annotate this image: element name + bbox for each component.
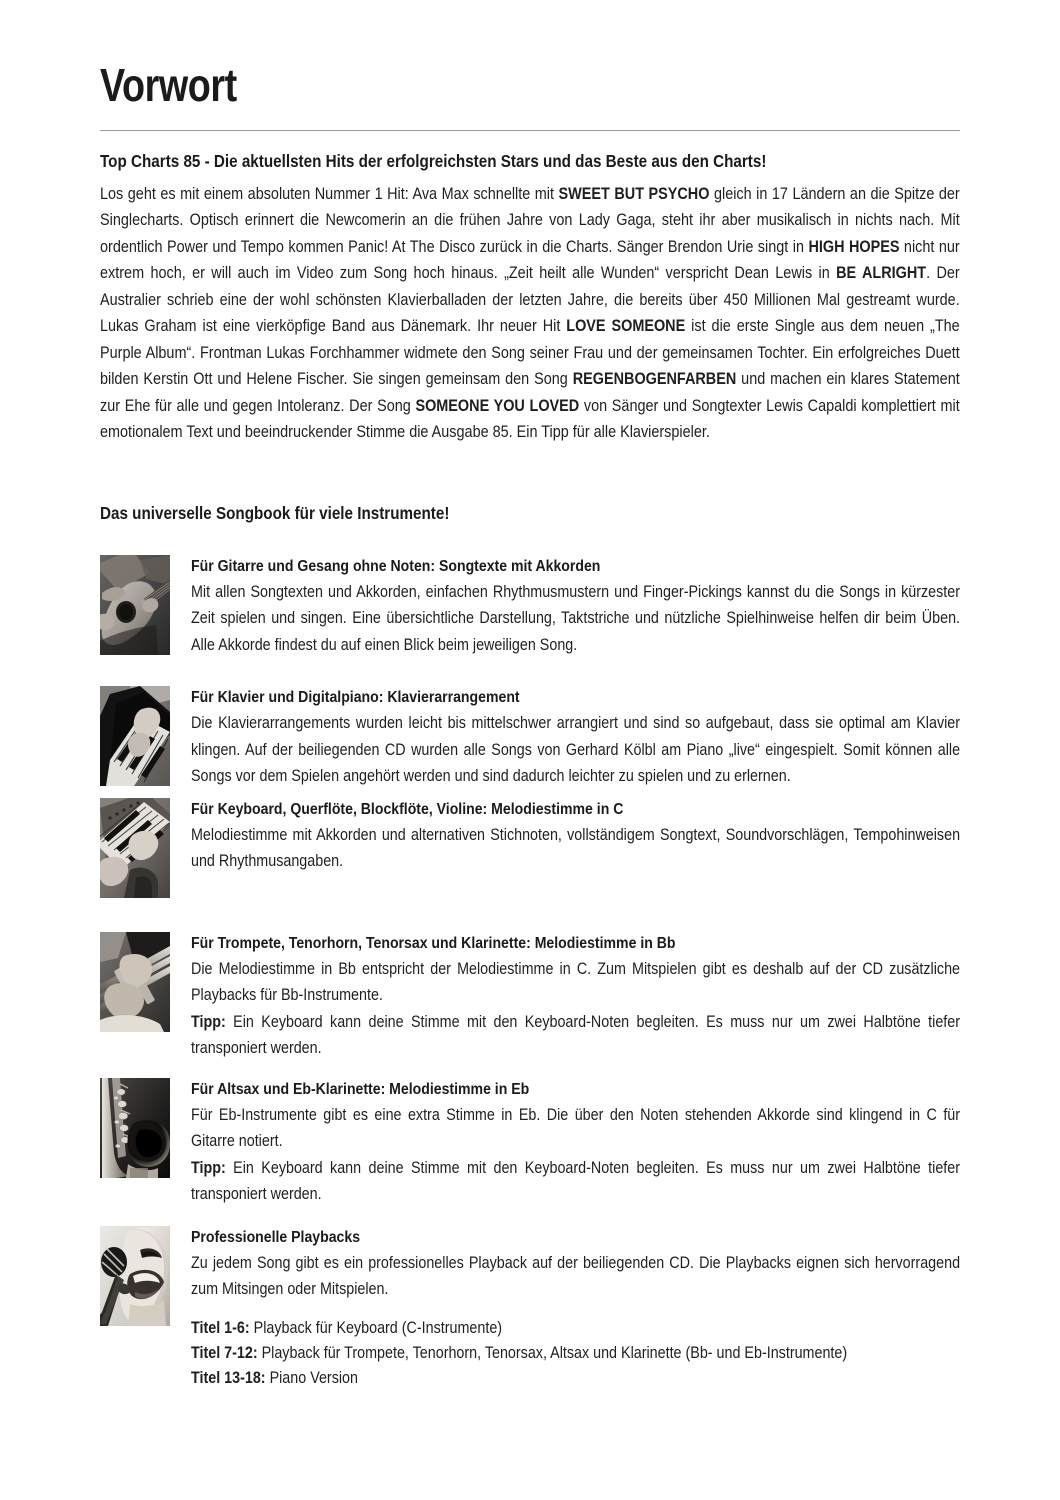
instrument-block-body <box>191 1226 960 1391</box>
block-tip: Tipp: Ein Keyboard kann deine Stimme mit den Keyboard-Noten begleiten. Es muss nur um zwei Halbtöne tiefer transponiert werden. <box>191 1158 961 1204</box>
intro-heading: Top Charts 85 - Die aktuellsten Hits der erfolgreichsten Stars und das Beste aus den Charts! <box>100 151 767 171</box>
instrument-block-body <box>191 798 960 875</box>
page-title: Vorwort <box>100 59 237 111</box>
trumpet-photo <box>100 932 170 1032</box>
grand-piano-photo <box>100 686 170 786</box>
instrument-block-trumpet <box>100 932 960 1062</box>
block-heading: Für Gitarre und Gesang ohne Noten: Songtexte mit Akkorden <box>191 557 601 575</box>
block-paragraph: Melodiestimme mit Akkorden und alternativen Stichnoten, vollständigem Songtext, Soundvorschlägen, Tempohinweisen und Rhythmusangaben. <box>191 825 961 871</box>
instrument-block-list <box>100 555 960 1391</box>
intro-paragraph: Los geht es mit einem absoluten Nummer 1 Hit: Ava Max schnellte mit SWEET BUT PSYCHO gleich in 17 Ländern an die Spitze der Singlecharts. Optisch erinnert die Newcomerin an die frühen Jahre von Lady Gaga, steht ihr aber musikalisch in nichts nach. Mit ordentlich Power und Tempo kommen Panic! At The Disco zurück in die Charts. Sänger Brendon Urie singt in HIGH HOPES nicht nur extrem hoch, er will auch im Video zum Song hoch hinaus. „Zeit heilt alle Wunden“ verspricht Dean Lewis in BE ALRIGHT. Der Australier schrieb eine der wohl schönsten Klavierballaden der letzten Jahre, die bereits über 450 Millionen Mal gestreamt wurde. Lukas Graham ist eine vierköpfige Band aus Dänemark. Ihr neuer Hit LOVE SOMEONE ist die erste Single aus dem neuen „The Purple Album“. Frontman Lukas Forchhammer widmete den Song seiner Frau und der gemeinsamen Tochter. Ein erfolgreiches Duett bilden Kerstin Ott und Helene Fischer. Sie singen gemeinsam den Song REGENBOGENFARBEN und machen ein klares Statement zur Ehe für alle und gegen Intoleranz. Der Song SOMEONE YOU LOVED von Sänger und Songtexter Lewis Capaldi komplettiert mit emotionalem Text und beeindruckender Stimme die Ausgabe 85. Ein Tipp für alle Klavierspieler. <box>100 184 960 442</box>
playback-track-list: Titel 1-6: Playback für Keyboard (C-Instrumente) Titel 7-12: Playback für Trompete, Tenorhorn, Tenorsax, Altsax und Klarinette (Bb- und Eb-Instrumente) Titel 13-18: Piano Version <box>191 1318 848 1387</box>
instrument-block-piano <box>100 686 960 790</box>
instrument-block-body <box>191 1078 960 1208</box>
block-heading: Für Keyboard, Querflöte, Blockflöte, Violine: Melodiestimme in C <box>191 800 624 818</box>
block-paragraph: Zu jedem Song gibt es ein professionelles Playback auf der beiliegenden CD. Die Playbacks eignen sich hervorragend zum Mitsingen oder Mitspielen. <box>191 1253 961 1299</box>
instrument-block-guitar <box>100 555 960 659</box>
block-paragraph: Die Klavierarrangements wurden leicht bis mittelschwer arrangiert und sind so aufgebaut, dass sie optimal am Klavier klingen. Auf der beiliegenden CD wurden alle Songs von Gerhard Kölbl am Piano „live“ eingespielt. Somit können alle Songs vor dem Spielen angehört werden und sind dadurch leichter zu spielen und zu erlernen. <box>191 714 961 786</box>
acoustic-guitar-photo <box>100 555 170 655</box>
keyboard-photo <box>100 798 170 898</box>
title-divider <box>100 130 960 131</box>
singer-microphone-photo <box>100 1226 170 1326</box>
block-heading: Für Trompete, Tenorhorn, Tenorsax und Klarinette: Melodiestimme in Bb <box>191 934 676 952</box>
block-paragraph: Für Eb-Instrumente gibt es eine extra Stimme in Eb. Die über den Noten stehenden Akkorde sind klingend in C für Gitarre notiert. <box>191 1105 961 1151</box>
instrument-block-altsax <box>100 1078 960 1208</box>
saxophone-photo <box>100 1078 170 1178</box>
block-tip: Tipp: Ein Keyboard kann deine Stimme mit den Keyboard-Noten begleiten. Es muss nur um zwei Halbtöne tiefer transponiert werden. <box>191 1012 961 1058</box>
block-heading: Für Klavier und Digitalpiano: Klavierarrangement <box>191 689 520 707</box>
instrument-block-body <box>191 555 960 659</box>
block-paragraph: Die Melodiestimme in Bb entspricht der Melodiestimme in C. Zum Mitspielen gibt es deshalb auf der CD zusätzliche Playbacks für Bb-Instrumente. <box>191 959 961 1005</box>
block-paragraph: Mit allen Songtexten und Akkorden, einfachen Rhythmusmustern und Finger-Pickings kannst du die Songs in kürzester Zeit spielen und singen. Eine übersichtliche Darstellung, Taktstriche und nützliche Spielhinweise helfen dir beim Üben. Alle Akkorde findest du auf einen Blick beim jeweiligen Song. <box>191 582 961 654</box>
block-heading: Für Altsax und Eb-Klarinette: Melodiestimme in Eb <box>191 1080 530 1098</box>
instrument-block-keyboard <box>100 798 960 898</box>
instrument-block-playbacks <box>100 1226 960 1391</box>
instrument-block-body <box>191 686 960 790</box>
songbook-heading: Das universelle Songbook für viele Instrumente! <box>100 502 450 523</box>
instrument-block-body <box>191 932 960 1062</box>
block-heading: Professionelle Playbacks <box>191 1228 361 1246</box>
